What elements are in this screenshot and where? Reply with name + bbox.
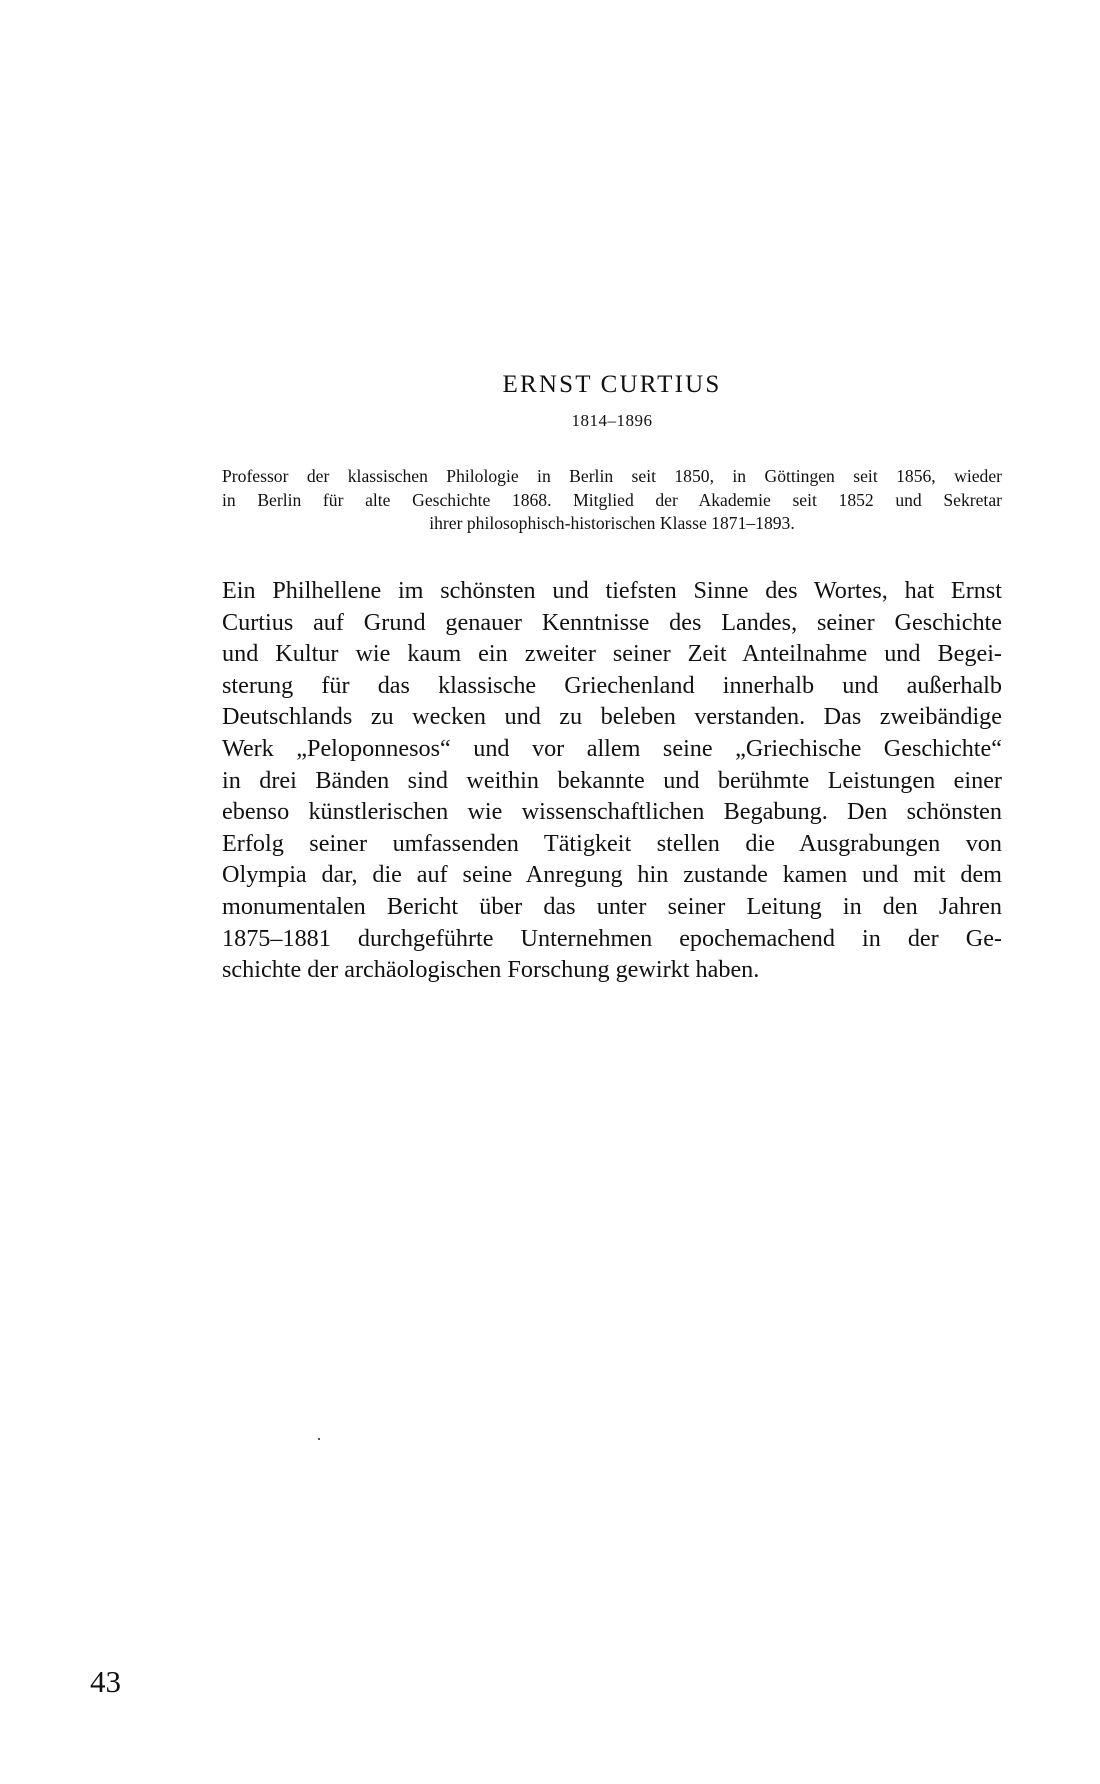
biographical-note-line: Professor der klassischen Philologie in Berlin seit 1850, in Göttingen seit 1856, wieder <box>222 466 1002 486</box>
scan-speck <box>318 1438 320 1440</box>
page-number: 43 <box>90 1664 121 1699</box>
paragraph-line: Olympia dar, die auf seine Anregung hin zustande kamen und mit dem <box>222 861 1002 889</box>
biographical-note <box>222 465 1002 536</box>
paragraph-line: in drei Bänden sind weithin bekannte und berühmte Leistungen einer <box>222 766 1002 794</box>
paragraph-line: Deutschlands zu wecken und zu beleben verstanden. Das zweibändige <box>222 703 1002 731</box>
paragraph-line: ebenso künstlerischen wie wissenschaftlichen Begabung. Den schönsten <box>222 798 1002 826</box>
biographical-note-line: in Berlin für alte Geschichte 1868. Mitglied der Akademie seit 1852 und Sekretar <box>222 489 1002 510</box>
biographical-note-line: ihrer philosophisch-historischen Klasse 1871–1893. <box>429 513 795 533</box>
main-paragraph <box>222 575 1002 986</box>
life-dates: 1814–1896 <box>571 411 653 430</box>
paragraph-line: Ein Philhellene im schönsten und tiefsten Sinne des Wortes, hat Ernst <box>222 577 1002 604</box>
paragraph-line: und Kultur wie kaum ein zweiter seiner Zeit Anteilnahme und Begei- <box>222 640 1002 668</box>
page-title: ERNST CURTIUS <box>502 371 722 398</box>
paragraph-line: monumentalen Bericht über das unter seiner Leitung in den Jahren <box>222 892 1002 920</box>
paragraph-line: schichte der archäologischen Forschung gewirkt haben. <box>222 956 760 984</box>
paragraph-line: Werk „Peloponnesos“ und vor allem seine „Griechische Geschichte“ <box>222 734 1002 762</box>
paragraph-line: Curtius auf Grund genauer Kenntnisse des Landes, seiner Geschichte <box>222 608 1002 636</box>
paragraph-line: sterung für das klassische Griechenland innerhalb und außerhalb <box>222 671 1002 699</box>
paragraph-line: Erfolg seiner umfassenden Tätigkeit stellen die Ausgrabungen von <box>222 829 1002 857</box>
paragraph-line: 1875–1881 durchgeführte Unternehmen epochemachend in der Ge- <box>222 924 1002 952</box>
